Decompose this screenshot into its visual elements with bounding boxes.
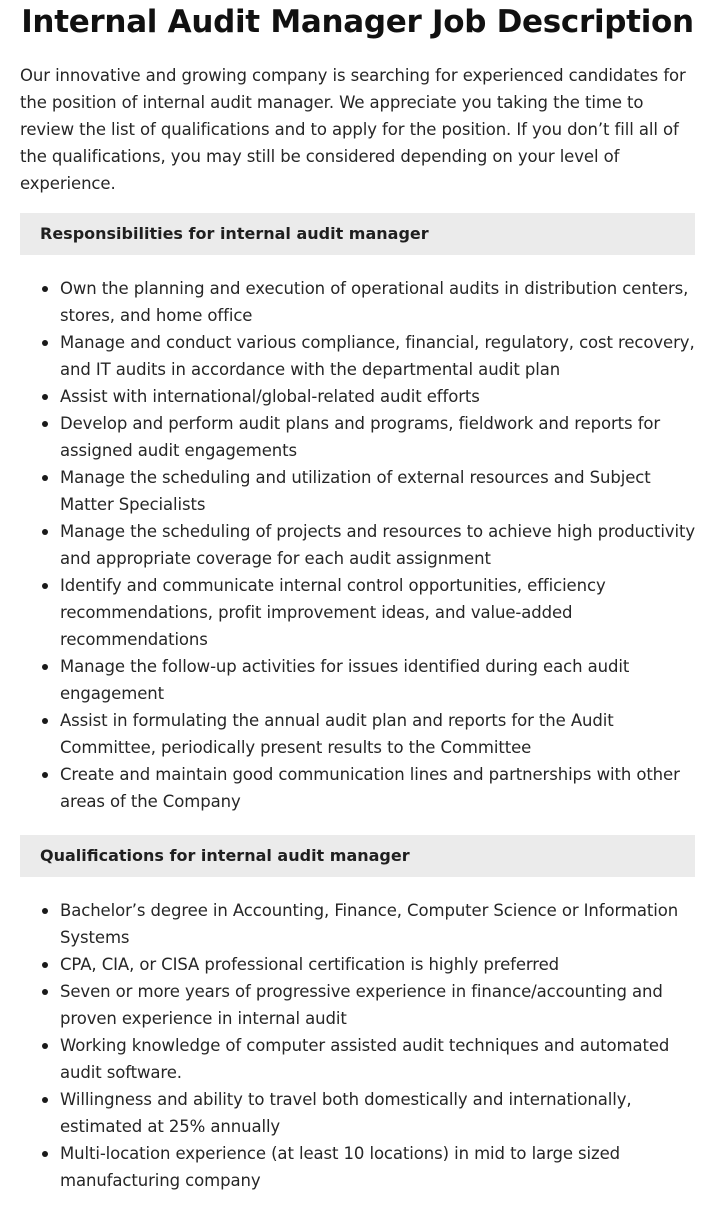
page-title: Internal Audit Manager Job Description (21, 4, 694, 40)
list-item: Own the planning and execution of operational audits in distribution centers, stores, and home office (20, 275, 695, 329)
list-item: Seven or more years of progressive experience in finance/accounting and proven experience in internal audit (20, 978, 695, 1032)
intro-paragraph: Our innovative and growing company is searching for experienced candidates for the position of internal audit manager. We appreciate you taking the time to review the list of qualifications and to apply for the position. If you don’t fill all of the qualifications, you may still be considered depending on your level of experience. (20, 66, 686, 193)
qualifications-list (20, 897, 695, 1194)
list-item: Develop and perform audit plans and programs, fieldwork and reports for assigned audit engagements (20, 410, 695, 464)
list-item: CPA, CIA, or CISA professional certification is highly preferred (20, 951, 695, 978)
list-item: Bachelor’s degree in Accounting, Finance, Computer Science or Information Systems (20, 897, 695, 951)
list-item: Assist in formulating the annual audit plan and reports for the Audit Committee, periodically present results to the Committee (20, 707, 695, 761)
responsibilities-heading: Responsibilities for internal audit manager (20, 213, 695, 255)
list-item: Working knowledge of computer assisted audit techniques and automated audit software. (20, 1032, 695, 1086)
list-item: Assist with international/global-related audit efforts (20, 383, 695, 410)
list-item: Manage the follow-up activities for issues identified during each audit engagement (20, 653, 695, 707)
qualifications-heading: Qualifications for internal audit manager (20, 835, 695, 877)
list-item: Manage the scheduling and utilization of external resources and Subject Matter Specialists (20, 464, 695, 518)
list-item: Manage the scheduling of projects and resources to achieve high productivity and appropriate coverage for each audit assignment (20, 518, 695, 572)
responsibilities-list (20, 275, 695, 815)
list-item: Identify and communicate internal control opportunities, efficiency recommendations, profit improvement ideas, and value-added recommendations (20, 572, 695, 653)
list-item: Willingness and ability to travel both domestically and internationally, estimated at 25% annually (20, 1086, 695, 1140)
list-item: Create and maintain good communication lines and partnerships with other areas of the Company (20, 761, 695, 815)
list-item: Multi-location experience (at least 10 locations) in mid to large sized manufacturing company (20, 1140, 695, 1194)
list-item: Manage and conduct various compliance, financial, regulatory, cost recovery, and IT audits in accordance with the departmental audit plan (20, 329, 695, 383)
job-description-page (20, 0, 695, 1194)
